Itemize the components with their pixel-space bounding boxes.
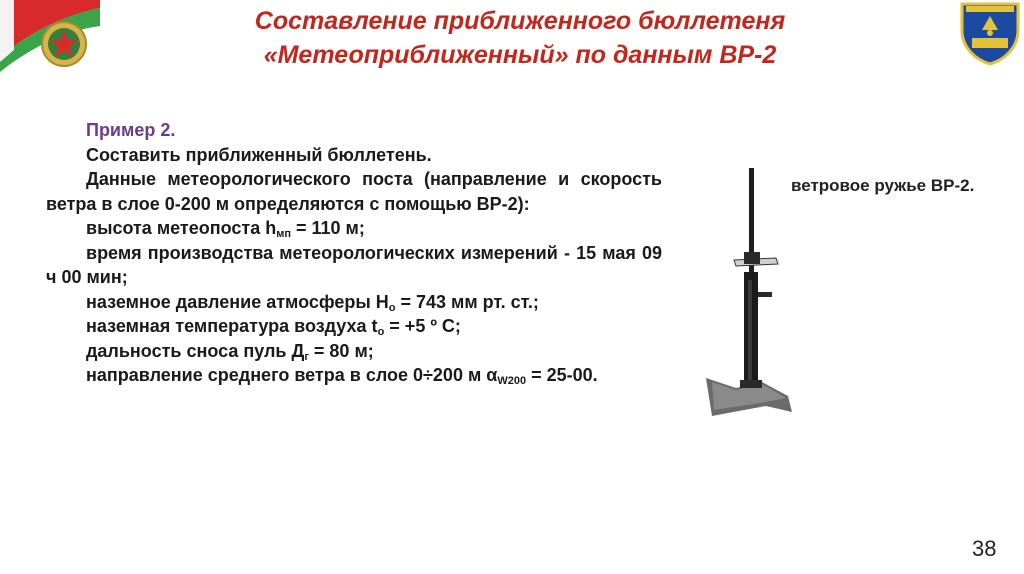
drift-text: дальность сноса пуль Д (86, 340, 305, 361)
slide-title-line-1: Составление приближенного бюллетеня (254, 7, 786, 35)
temperature-item (46, 314, 662, 339)
university-crest-icon (958, 0, 1022, 66)
wind-item (46, 363, 662, 388)
example-label: Пример 2. (86, 120, 176, 140)
drift-item (46, 339, 662, 364)
height-text: высота метеопоста h (86, 218, 277, 238)
height-subscript: мп (276, 228, 291, 240)
temperature-subscript: o (377, 326, 385, 338)
pressure-text: наземное давление атмосферы H (86, 291, 389, 312)
pressure-value: = 743 мм рт. ст.; (395, 291, 539, 312)
wind-gun-device-icon (706, 168, 792, 420)
temperature-text: наземная температура воздуха t (86, 316, 378, 336)
task-statement: Составить приближенный бюллетень. (86, 144, 432, 165)
slide-title-line-2: «Метеоприближенный» по данным ВР-2 (263, 41, 777, 69)
page-number: 38 (972, 536, 997, 561)
height-value: = 110 м; (290, 218, 365, 238)
wind-text: направление среднего ветра в слое 0÷200 м α (86, 365, 498, 385)
wind-value: = 25-00. (526, 365, 598, 385)
temperature-value: = +5 º С; (384, 316, 461, 336)
drift-subscript: г (304, 350, 309, 363)
intro-paragraph: Данные метеорологического поста (направление и скорость ветра в слое 0-200 м определяются с помощью ВР-2): (46, 169, 662, 214)
pressure-subscript: o (388, 301, 396, 314)
drift-value: = 80 м; (308, 340, 374, 361)
time-item: время производства метеорологических измерений - 15 мая 09 ч 00 мин; (46, 242, 662, 287)
pressure-item (46, 290, 662, 315)
flag-emblem-icon (0, 0, 100, 72)
figure-caption: ветровое ружье ВР-2. (791, 176, 975, 195)
example-text-block (46, 118, 662, 388)
height-item (46, 216, 662, 241)
slide-title (170, 4, 870, 72)
wind-subscript: W200 (497, 375, 527, 387)
